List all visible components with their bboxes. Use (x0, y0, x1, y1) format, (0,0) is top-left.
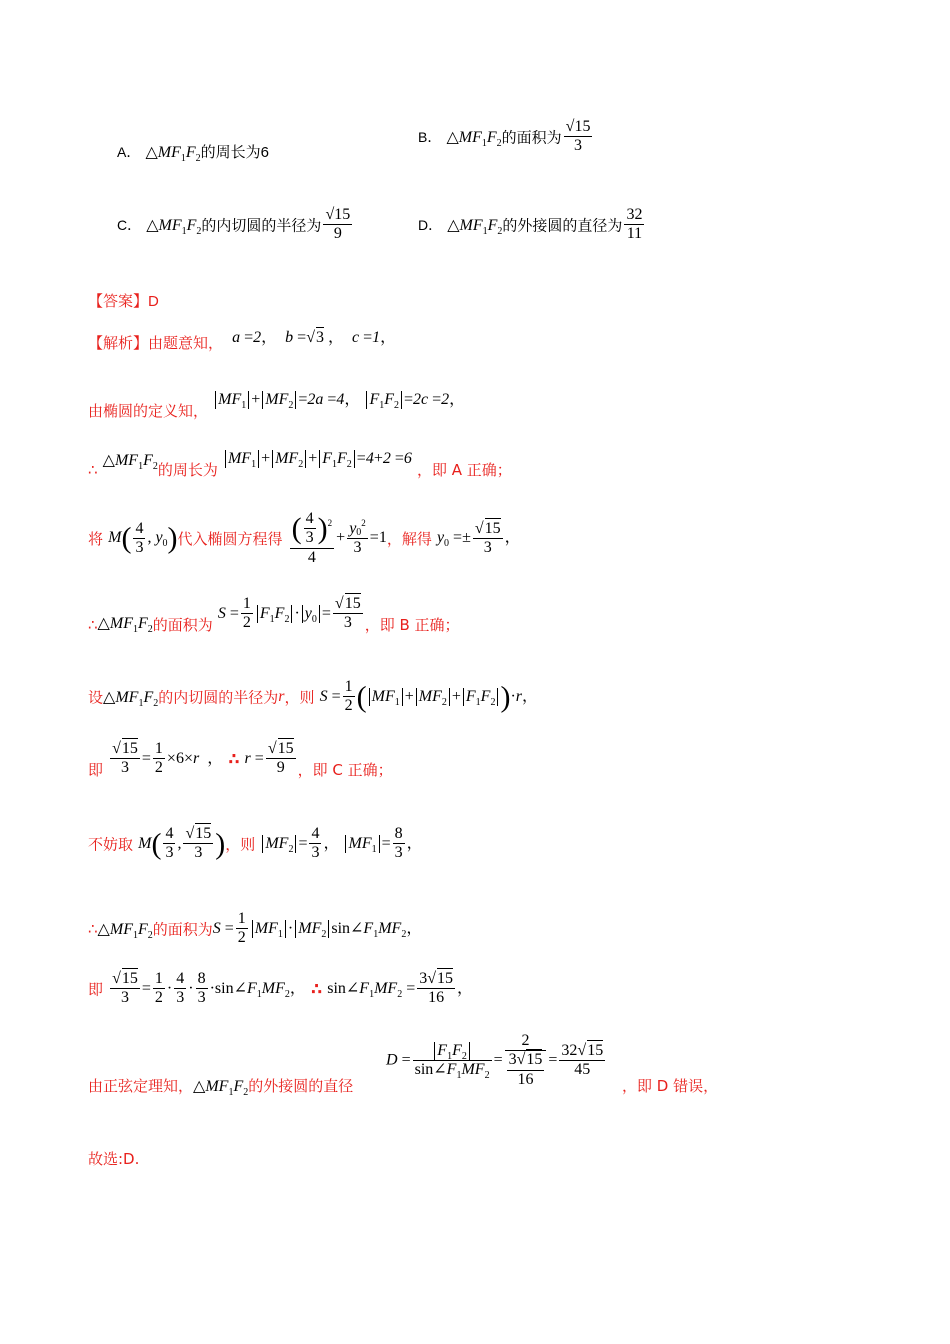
ellipse-def-formula: $MF_1 + MF_2 =2a =4$， $F_1F_2 =2c =2$， (213, 391, 465, 408)
option-c-text: 的内切圆的半径为 (201, 216, 322, 235)
analysis-line-4 (88, 510, 521, 567)
triangle-symbol: △ (446, 128, 459, 146)
triangle-symbol: △ (447, 216, 460, 234)
analysis-intro: 由题意知， (148, 334, 224, 352)
ji-text-1: 即 (88, 761, 104, 780)
ellipse-def-text: 由椭圆的定义知， (88, 402, 209, 420)
option-d: D． $\triangle MF_1F_2$的外接圆的直径为 $\frac{32}{11}$ (418, 206, 643, 243)
option-c-label: C． (117, 216, 142, 233)
circum-conclusion-wrap (622, 1075, 718, 1096)
analysis-line-10: 即 $\frac{√15}{3}$ = $\frac{1}{2}$ · $\frac{4}{3}$ · $\frac{8}{3}$ $\cdot\sin\angle F_1MF_2$， ∴ $\sin\angle F_1MF_2$ = $\frac{3√15}{16}$ ， (88, 970, 474, 1007)
analysis-line-8 (88, 825, 423, 863)
option-d-value: $\frac{32}{11}$ (626, 206, 643, 243)
analysis-line-7: 即 $\frac{√15}{3}$ = $\frac{1}{2}$ ×6×r ， ∴ r = $\frac{√15}{9}$ ，即 C 正确； (88, 740, 393, 780)
incircle-text: 的内切圆的半径为 (158, 688, 279, 707)
perimeter-formula: $MF_1 + MF_2 + F_1F_2 =4+2 =6$ (223, 450, 412, 467)
perimeter-conclusion: ，即 A 正确； (416, 461, 512, 479)
circum-formula: D = $\frac{F_1F_2}{\sin\angle F_1MF_2}$ = $\frac{2}{\frac{3√15}{16}}$ = $\frac{32√15}{45}$ (386, 1032, 604, 1088)
incircle-conclusion: ，即 C 正确； (297, 761, 393, 780)
area2-prefix: 的面积为 (152, 920, 213, 939)
substitute-text: 将 (88, 530, 104, 549)
area-prefix: 的面积为 (152, 616, 213, 635)
solve-text: ，解得 (386, 530, 432, 549)
circum-prefix: 由正弦定理知， (88, 1077, 194, 1095)
option-b-label: B． (418, 128, 442, 145)
triangle-symbol: △ (146, 216, 159, 234)
option-a-text: 的周长为 (200, 143, 261, 161)
option-b: B． $\triangle MF_1F_2$的面积为 $\frac{√15}{3}$ (418, 118, 591, 155)
ellipse-equation: ( $\frac{4}{3}$ )$^2$ 4 + $\frac{y0^2}{3}$ =1 (291, 510, 387, 566)
analysis-line-2 (88, 386, 466, 420)
final-answer: 故选:D. (88, 1150, 140, 1168)
option-d-label: D． (418, 216, 443, 233)
assume-text: 不妨取 (88, 835, 134, 854)
analysis-line-1 (88, 330, 396, 353)
incircle-prefix: 设 (88, 688, 104, 707)
triangle-symbol: △ (145, 144, 158, 161)
incircle-r: r (278, 687, 285, 705)
analysis-line-9: $\therefore\triangle MF_1F_2$的面积为S = $\frac{1}{2}$ $MF_1 \cdot MF_2$ $\sin\angle F_1MF_2$， (88, 910, 423, 947)
params-formula: a =2， b =√3 ， c =1， (228, 329, 397, 346)
area2-formula: S = $\frac{1}{2}$ $MF_1 \cdot MF_2$ $\sin\angle F_1MF_2$， (212, 910, 423, 947)
answer-line (88, 290, 159, 311)
circum-conclusion: ，即 D 错误， (622, 1077, 719, 1095)
incircle-formula: S = $\frac{1}{2}$ ( $MF_1 + MF_2 + F_1F_2$ )·r， (319, 678, 539, 715)
option-c: C． $\triangle MF_1F_2$的内切圆的半径为 $\frac{√15}{9}$ (117, 206, 351, 243)
r-value: r = $\frac{√15}{9}$ (244, 740, 294, 777)
option-a-value: 6 (260, 144, 269, 161)
area-conclusion: ，即 B 正确； (364, 616, 460, 635)
y0-solution: $y_0$ =± $\frac{√15}{3}$ ， (436, 519, 521, 557)
incircle-then: ，则 (284, 688, 315, 707)
option-c-value: $\frac{√15}{9}$ (325, 206, 351, 243)
analysis-line-3: ∴ $\triangle MF_1F_2$的周长为 $MF_1 + MF_2 + F_1F_2 =4+2 =6$ ，即 A 正确； (88, 450, 512, 479)
ji-text-2: 即 (88, 980, 104, 999)
incircle-eq: $\frac{√15}{3}$ = $\frac{1}{2}$ ×6×r ， (112, 740, 224, 777)
answer-tag: 【答案】 (88, 292, 149, 310)
assumed-point: M( $\frac{4}{3}$ , $\frac{√15}{3}$ ) (138, 825, 226, 862)
mf-values: $MF_2$ = $\frac{4}{3}$ ， $MF_1$ = $\frac{8}{3}$ ， (260, 835, 422, 852)
option-a-label: A． (117, 144, 141, 160)
analysis-line-5: $\therefore\triangle MF_1F_2$的面积为 S = $\frac{1}{2}$ $F_1F_2 \cdot y_0$ = $\frac{√15}{3}$ ，即 B 正确； (88, 595, 460, 636)
analysis-line-6: 设$\triangle MF_1F_2$的内切圆的半径为r，则 S = $\frac{1}{2}$ ( $MF_1 + MF_2 + F_1F_2$ )·r， (88, 678, 539, 715)
area-formula: S = $\frac{1}{2}$ $F_1F_2 \cdot y_0$ = $\frac{√15}{3}$ (217, 595, 361, 632)
final-line (88, 1148, 139, 1169)
option-a: A． $\triangle MF_1F_2$的周长为6 (117, 143, 269, 164)
sine-value: $\sin\angle F_1MF_2$ = $\frac{3√15}{16}$ ， (327, 970, 474, 1007)
option-d-text: 的外接圆的直径为 (502, 216, 623, 235)
circum-text: 的外接圆的直径 (248, 1077, 354, 1095)
substitute-mid: 代入椭圆方程得 (177, 530, 283, 549)
point-m: M( $\frac{4}{3}$ , $y_0$) (108, 519, 178, 557)
answer-value: D (148, 293, 159, 310)
perimeter-prefix: 的周长为 (157, 461, 218, 479)
sine-eq: $\frac{√15}{3}$ = $\frac{1}{2}$ · $\frac{4}{3}$ · $\frac{8}{3}$ $\cdot\sin\angle F_1MF_2$， (112, 970, 306, 1007)
option-b-value: $\frac{√15}{3}$ (565, 118, 591, 155)
option-b-text: 的面积为 (501, 128, 562, 147)
analysis-line-11: 由正弦定理知，$\triangle MF_1F_2$的外接圆的直径 (88, 1077, 354, 1098)
analysis-tag: 【解析】 (88, 334, 149, 352)
assume-then: ，则 (225, 835, 256, 854)
